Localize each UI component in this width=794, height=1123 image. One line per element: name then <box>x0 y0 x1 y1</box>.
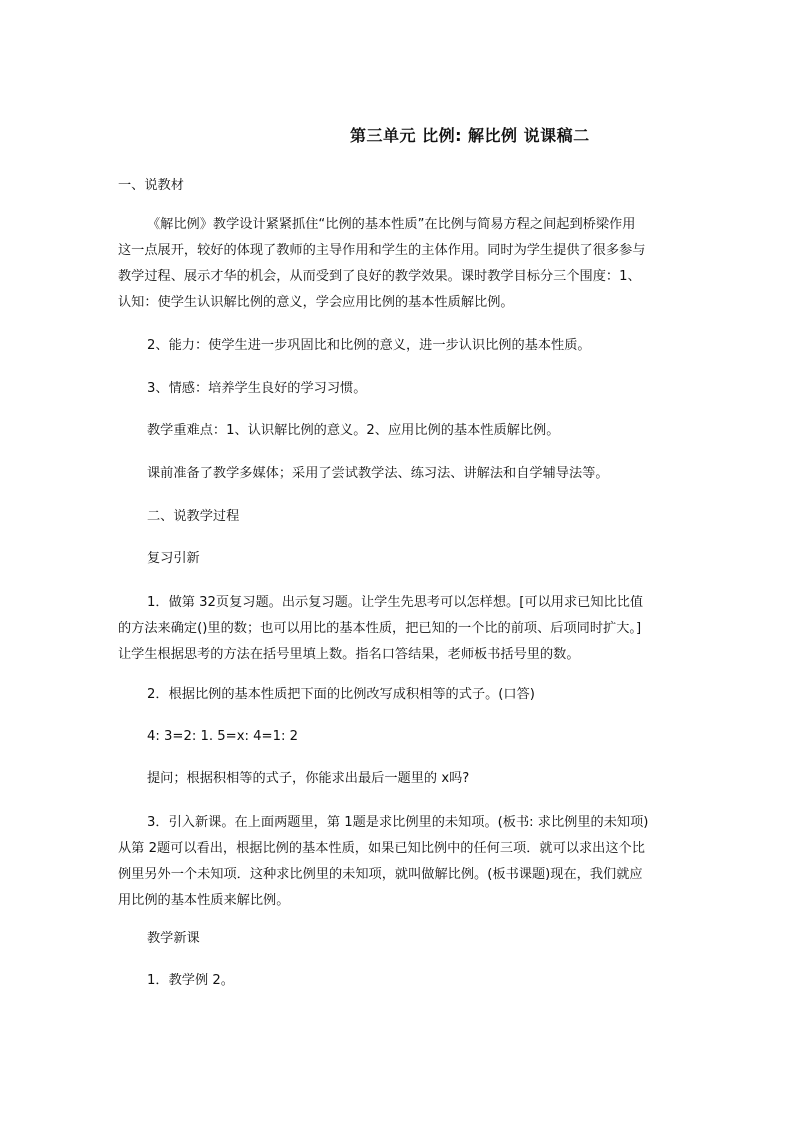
text-line: 2．根据比例的基本性质把下面的比例改写成积相等的式子。(口答) <box>147 687 535 702</box>
subheading-review <box>147 546 200 572</box>
text-line: 3、情感：培养学生良好的学习习惯。 <box>147 381 367 396</box>
text-line: 认知：使学生认识解比例的意义，学会应用比例的基本性质解比例。 <box>118 295 514 310</box>
text-line: 1．教学例 2。 <box>147 973 234 988</box>
document-title: 第三单元 比例: 解比例 说课稿二 <box>350 126 590 145</box>
text-line: 教学新课 <box>147 931 200 946</box>
text-line: 教学重难点：1、认识解比例的意义。2、应用比例的基本性质解比例。 <box>147 423 560 438</box>
text-line: 4: 3=2: 1. 5=x: 4=1: 2 <box>147 729 298 744</box>
section-heading-teaching-material <box>118 173 184 199</box>
paragraph-intro <box>118 212 646 316</box>
paragraph-example-2 <box>147 968 234 994</box>
text-line: 从第 2题可以看出，根据比例的基本性质，如果已知比例中的任何三项．就可以求出这个比 <box>118 841 645 856</box>
text-line: 让学生根据思考的方法在括号里填上数。指名口答结果，老师板书括号里的数。 <box>118 647 580 662</box>
paragraph-new-lesson-intro <box>118 810 648 914</box>
paragraph-ability <box>147 333 591 359</box>
paragraph-question <box>147 766 469 792</box>
text-line: 提问；根据积相等的式子，你能求出最后一题里的 x吗? <box>147 771 470 786</box>
paragraph-key-points <box>147 418 559 444</box>
subheading-new-lesson <box>147 926 200 952</box>
text-line: 《解比例》教学设计紧紧抓住“比例的基本性质”在比例与简易方程之间起到桥梁作用 <box>147 217 636 232</box>
text-line: 二、说教学过程 <box>147 509 240 524</box>
text-line: 教学过程、展示才华的机会，从而受到了良好的教学效果。课时教学目标分三个围度：1、 <box>118 269 641 284</box>
text-line: 用比例的基本性质来解比例。 <box>118 893 290 908</box>
text-line: 课前准备了教学多媒体；采用了尝试教学法、练习法、讲解法和自学辅导法等。 <box>147 466 609 481</box>
paragraph-preparation <box>147 461 609 487</box>
text-line: 这一点展开，较好的体现了教师的主导作用和学生的主体作用。同时为学生提供了很多参与 <box>118 243 646 258</box>
text-line: 1．做第 32页复习题。出示复习题。让学生先思考可以怎样想。[可以用求已知比比值 <box>147 595 644 610</box>
section-heading-teaching-process <box>147 504 239 530</box>
paragraph-review-2 <box>147 682 535 708</box>
text-line: 一、说教材 <box>118 178 184 193</box>
text-line: 2、能力：使学生进一步巩固比和比例的意义，进一步认识比例的基本性质。 <box>147 338 591 353</box>
text-line: 例里另外一个未知项．这种求比例里的未知项，就叫做解比例。(板书课题)现在，我们就应 <box>118 867 643 882</box>
text-line: 3．引入新课。在上面两题里，第 1题是求比例里的未知项。(板书: 求比例里的未知项) <box>147 815 649 830</box>
paragraph-emotion <box>147 376 366 402</box>
text-line: 复习引新 <box>147 551 200 566</box>
equation-line <box>147 724 298 750</box>
text-line: 的方法来确定()里的数；也可以用比的基本性质，把已知的一个比的前项、后项同时扩大。] <box>118 621 642 636</box>
paragraph-review-1 <box>118 590 643 668</box>
